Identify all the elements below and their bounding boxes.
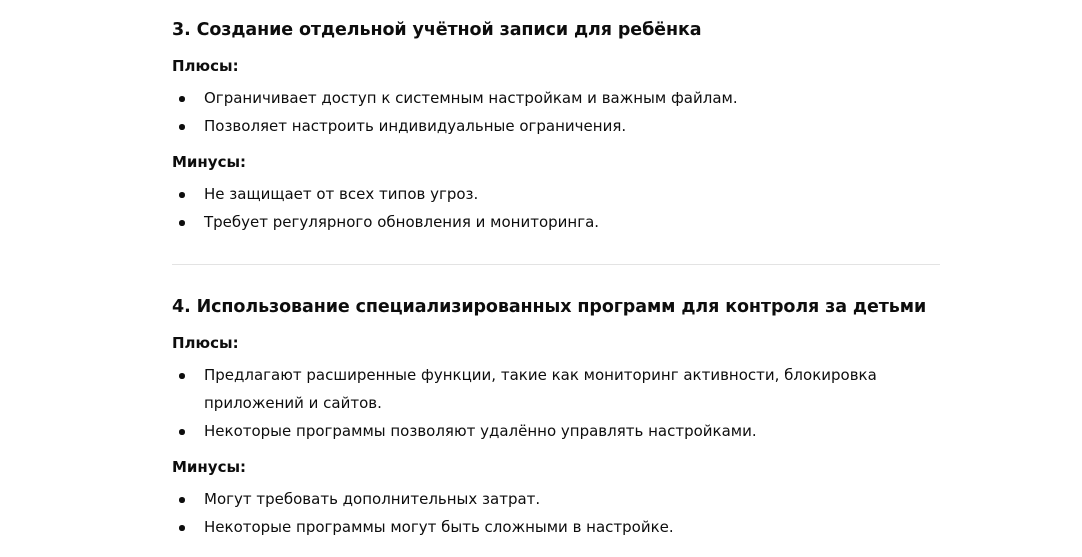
cons-label: Минусы: <box>172 153 247 171</box>
list-item-text: Не защищает от всех типов угроз. <box>204 185 479 203</box>
pros-list <box>172 361 892 445</box>
list-item-text: Требует регулярного обновления и мониторинга. <box>204 213 600 231</box>
list-item <box>172 361 892 417</box>
cons-label: Минусы: <box>172 458 247 476</box>
bullet-icon <box>179 220 185 226</box>
list-item-text: Ограничивает доступ к системным настройкам и важным файлам. <box>204 89 738 107</box>
list-item-text: Некоторые программы могут быть сложными в настройке. <box>204 518 674 536</box>
bullet-icon <box>179 192 185 198</box>
pros-label: Плюсы: <box>172 57 239 75</box>
bullet-icon <box>179 525 185 531</box>
bullet-icon <box>179 373 185 379</box>
bullet-icon <box>179 429 185 435</box>
list-item-text: Некоторые программы позволяют удалённо управлять настройками. <box>204 422 757 440</box>
section-heading: 3. Создание отдельной учётной записи для ребёнка <box>172 20 702 40</box>
section-divider <box>172 264 940 265</box>
list-item <box>172 112 940 140</box>
list-item-text: Позволяет настроить индивидуальные ограничения. <box>204 117 627 135</box>
cons-list <box>172 180 940 236</box>
pros-label: Плюсы: <box>172 334 239 352</box>
bullet-icon <box>179 124 185 130</box>
list-item-text: Предлагают расширенные функции, такие как мониторинг активности, блокировка приложений и сайтов. <box>204 366 877 412</box>
section-heading: 4. Использование специализированных программ для контроля за детьми <box>172 297 927 317</box>
list-item-text: Могут требовать дополнительных затрат. <box>204 490 541 508</box>
list-item <box>172 417 892 445</box>
list-item <box>172 208 940 236</box>
bullet-icon <box>179 96 185 102</box>
bullet-icon <box>179 497 185 503</box>
pros-list <box>172 84 940 140</box>
cons-list <box>172 485 940 541</box>
list-item <box>172 84 940 112</box>
list-item <box>172 180 940 208</box>
list-item <box>172 513 940 541</box>
list-item <box>172 485 940 513</box>
